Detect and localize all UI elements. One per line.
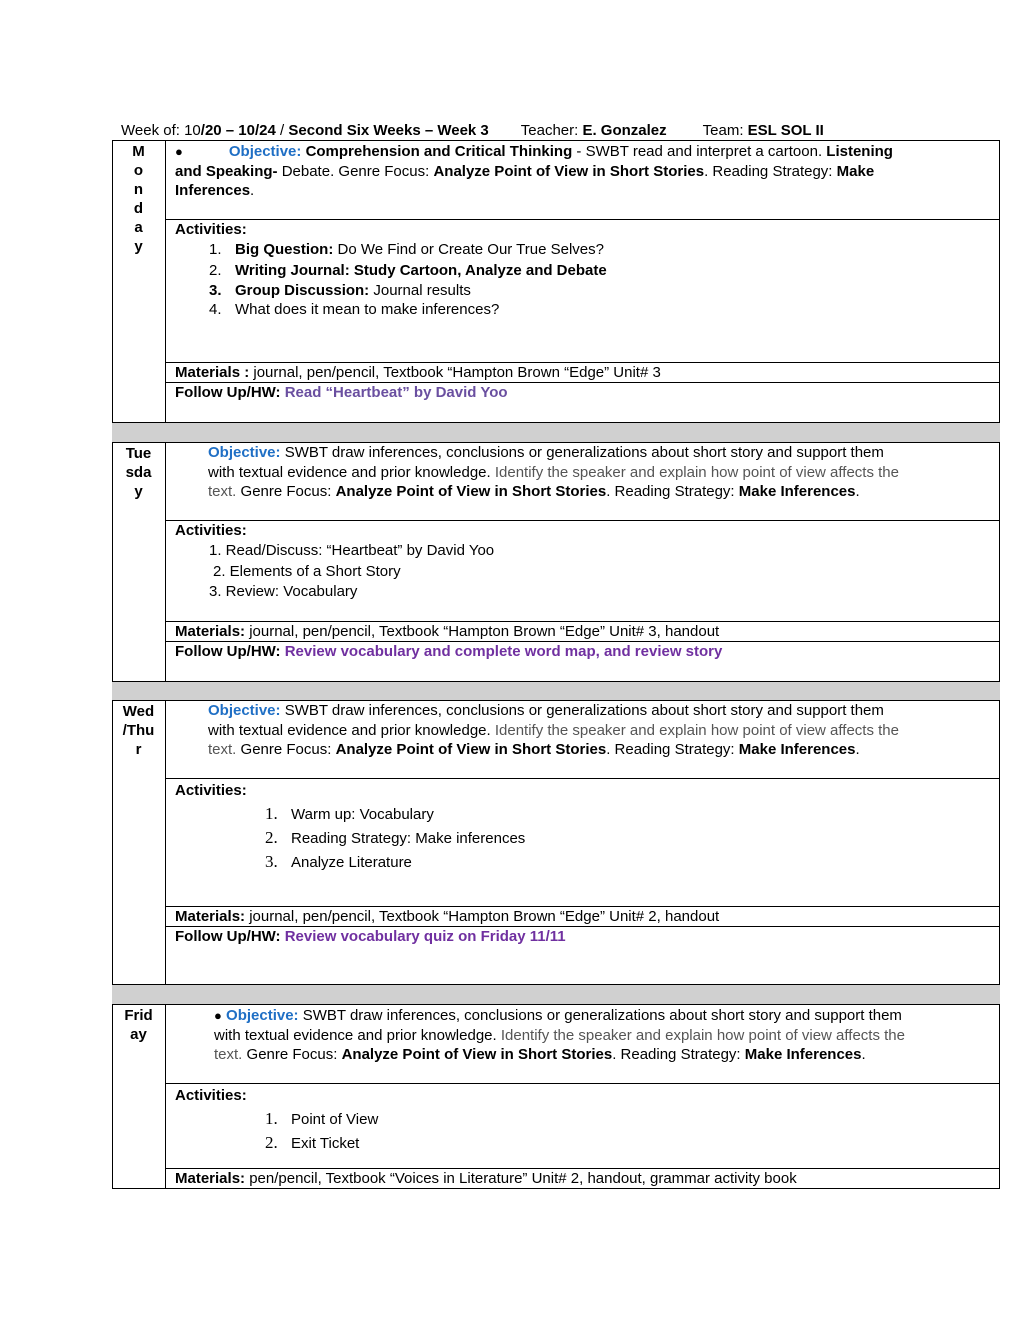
friday-objective: ● Objective: SWBT draw inferences, conclusions or generalizations about short story and support them with textual evidence and prior knowledge. Identify the speaker and explain how point of view affects the text. Genre Focus: Analyze Point of View in Short Stories. Reading Strategy: Make Inferences. bbox=[214, 1007, 905, 1063]
week-label: Week of: 10 bbox=[121, 122, 201, 139]
day-label-tuesday: Tue sda y bbox=[125, 445, 152, 500]
monday-materials: Materials : journal, pen/pencil, Textbook “Hampton Brown “Edge” Unit# 3 bbox=[175, 364, 661, 381]
friday-materials: Materials: pen/pencil, Textbook “Voices in Literature” Unit# 2, handout, grammar activity book bbox=[175, 1170, 797, 1187]
bullet-icon: ● bbox=[214, 1008, 222, 1023]
section-separator bbox=[112, 681, 1000, 701]
wedthu-materials: Materials: journal, pen/pencil, Textbook “Hampton Brown “Edge” Unit# 2, handout bbox=[175, 908, 720, 925]
teacher-label: Teacher: bbox=[520, 122, 583, 139]
section-separator bbox=[112, 422, 1000, 443]
day-label-wednesday-thursday: Wed /Thu r bbox=[122, 703, 155, 758]
tuesday-objective: Objective: SWBT draw inferences, conclusions or generalizations about short story and support them with textual evidence and prior knowledge. Identify the speaker and explain how point of view affects the text. Genre Focus: Analyze Point of View in Short Stories. Reading Strategy: Make Inferences. bbox=[208, 444, 899, 500]
monday-followup: Follow Up/HW: Read “Heartbeat” by David Yoo bbox=[175, 384, 508, 401]
monday-activities: Activities: 1. Big Question: Do We Find or Create Our True Selves? 2. Writing Journal: Study Cartoon, Analyze and Debate 3. Group Discussion: Journal results 4. What does it mean to make inferences? bbox=[175, 221, 607, 318]
section-separator bbox=[112, 984, 1000, 1005]
header-sep: / bbox=[275, 122, 289, 139]
week-dates: /20 – 10/24 bbox=[200, 122, 276, 139]
day-label-friday: Frid ay bbox=[124, 1007, 153, 1043]
wedthu-objective: Objective: SWBT draw inferences, conclusions or generalizations about short story and support them with textual evidence and prior knowledge. Identify the speaker and explain how point of view affects the text. Genre Focus: Analyze Point of View in Short Stories. Reading Strategy: Make Inferences. bbox=[208, 702, 899, 758]
wedthu-activities: Activities: 1. Warm up: Vocabulary 2. Reading Strategy: Make inferences 3. Analyze Literature bbox=[175, 782, 526, 871]
day-label-monday: M o n d a y bbox=[132, 143, 145, 255]
monday-objective: ● Objective: Comprehension and Critical Thinking - SWBT read and interpret a cartoon. Listening and Speaking- Debate. Genre Focus: Analyze Point of View in Short Stories. Reading Strategy: Make Inferences. bbox=[175, 143, 893, 199]
period: Second Six Weeks – Week 3 bbox=[288, 122, 489, 139]
tuesday-followup: Follow Up/HW: Review vocabulary and complete word map, and review story bbox=[175, 643, 723, 660]
bullet-icon: ● bbox=[175, 144, 183, 159]
wedthu-followup: Follow Up/HW: Review vocabulary quiz on Friday 11/11 bbox=[175, 928, 566, 945]
team-name: ESL SOL II bbox=[747, 122, 824, 139]
teacher-name: E. Gonzalez bbox=[582, 122, 667, 139]
tuesday-activities: Activities: 1. Read/Discuss: “Heartbeat” by David Yoo 2. Elements of a Short Story 3. Review: Vocabulary bbox=[175, 522, 495, 600]
lesson-plan-header bbox=[121, 123, 824, 139]
team-label: Team: bbox=[702, 122, 748, 139]
tuesday-materials: Materials: journal, pen/pencil, Textbook “Hampton Brown “Edge” Unit# 3, handout bbox=[175, 623, 720, 640]
friday-activities: Activities: 1. Point of View 2. Exit Ticket bbox=[175, 1087, 379, 1152]
